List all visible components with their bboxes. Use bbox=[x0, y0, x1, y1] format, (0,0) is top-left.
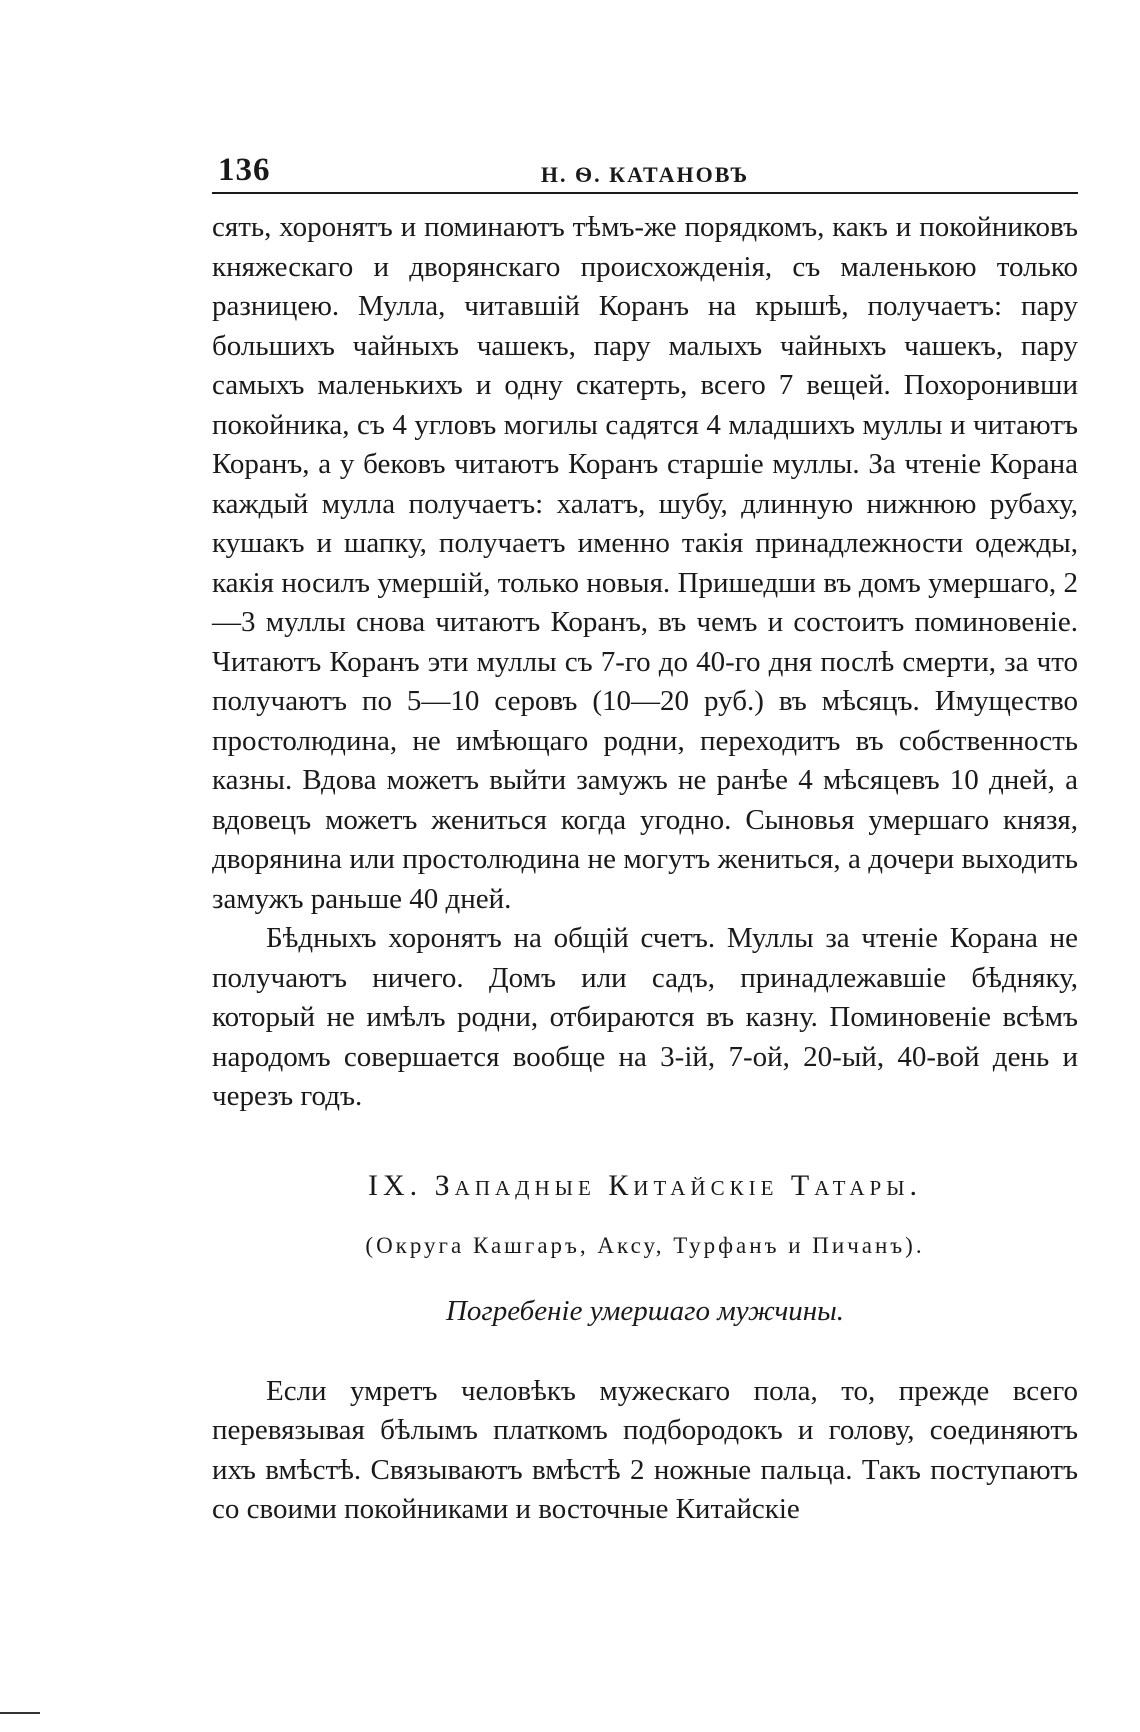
paragraph-continued: сять, хоронятъ и поминаютъ тѣмъ-же порядкомъ, какъ и покойниковъ княжескаго и дворянскаго происхожденія, съ маленькою только разницею. Мулла, читавшій Коранъ на крышѣ, получаетъ: пару большихъ чайныхъ чашекъ, пару малыхъ чайныхъ чашекъ, пару самыхъ маленькихъ и одну скатерть, всего 7 вещей. Похоронивши покойника, съ 4 угловъ могилы садятся 4 младшихъ муллы и читаютъ Коранъ, а у бековъ читаютъ Коранъ старшіе муллы. За чтеніе Корана каждый мулла получаетъ: халатъ, шубу, длинную нижнюю рубаху, кушакъ и шапку, получаетъ именно такія принадлежности одежды, какія носилъ умершій, только новыя. Пришедши въ домъ умершаго, 2—3 муллы снова читаютъ Коранъ, въ чемъ и состоитъ поминовеніе. Читаютъ Коранъ эти муллы съ 7-го до 40-го дня послѣ смерти, за что получаютъ по 5—10 серовъ (10—20 руб.) въ мѣсяцъ. Имущество простолюдина, не имѣющаго родни, переходитъ въ собственность казны. Вдова можетъ выйти замужъ не ранѣе 4 мѣсяцевъ 10 дней, а вдовецъ можетъ жениться когда угодно. Сыновья умершаго князя, дворянина или простолюдина не могутъ жениться, а дочери выходить замужъ раньше 40 дней. bbox=[212, 211, 1078, 915]
margin-mark bbox=[0, 1712, 40, 1714]
subsection-heading: Погребеніе умершаго мужчины. bbox=[445, 1294, 845, 1327]
paragraph-male-burial: Если умретъ человѣкъ мужескаго пола, то, прежде всего перевязывая бѣлымъ платкомъ подбородокъ и голову, соединяютъ ихъ вмѣстѣ. Связываютъ вмѣстѣ 2 ножные пальца. Такъ поступаютъ со своими покойниками и восточные Китайскіе bbox=[212, 1374, 1078, 1525]
section-heading: IX. Западные Китайскіе Татары. bbox=[367, 1168, 923, 1202]
page-number: 136 bbox=[218, 152, 271, 188]
paragraph-poor-burial: Бѣдныхъ хоронятъ на общій счетъ. Муллы за чтеніе Корана не получаютъ ничего. Домъ или садъ, принадлежавшіе бѣдняку, который не имѣлъ родни, отбираются въ казну. Поминовеніе всѣмъ народомъ совершается вообще на 3-ій, 7-ой, 20-ый, 40-вой день и черезъ годъ. bbox=[212, 922, 1078, 1112]
page-header bbox=[212, 148, 1078, 192]
book-page bbox=[212, 148, 1078, 1530]
header-rule bbox=[212, 192, 1078, 194]
running-title: Н. Ѳ. КАТАНОВЪ bbox=[540, 162, 750, 187]
body-text bbox=[212, 208, 1078, 1117]
section-body-text bbox=[212, 1372, 1078, 1530]
section-subtitle: (Округа Кашгаръ, Аксу, Турфанъ и Пичанъ). bbox=[365, 1232, 925, 1258]
